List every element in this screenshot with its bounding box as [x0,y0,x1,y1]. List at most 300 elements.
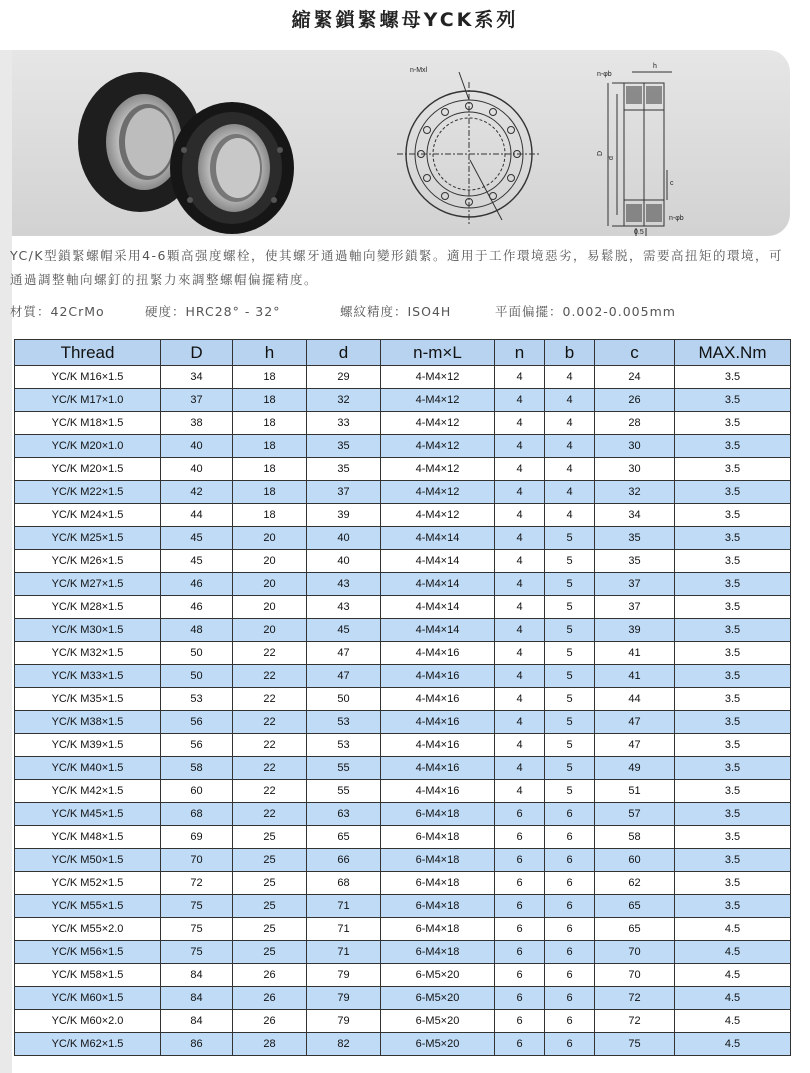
cell-nml: 4-M4×12 [381,435,495,458]
cell-thread: YC/K M32×1.5 [15,642,161,665]
cell-d: 71 [307,895,381,918]
cell-n: 6 [495,1010,545,1033]
cell-h: 25 [233,941,307,964]
cell-d: 68 [307,872,381,895]
table-row [15,573,791,596]
cell-max-nm: 3.5 [675,481,791,504]
cell-D: 38 [161,412,233,435]
cell-D: 34 [161,366,233,389]
front-view-drawing [397,72,541,226]
cell-nml: 4-M4×16 [381,780,495,803]
cell-max-nm: 3.5 [675,458,791,481]
side-gap-label: 0.5 [634,229,644,236]
cell-max-nm: 3.5 [675,596,791,619]
cell-c: 57 [595,803,675,826]
cell-max-nm: 4.5 [675,918,791,941]
cell-nml: 4-M4×12 [381,458,495,481]
cell-nml: 4-M4×12 [381,504,495,527]
cell-c: 44 [595,688,675,711]
cell-thread: YC/K M62×1.5 [15,1033,161,1056]
cell-n: 4 [495,527,545,550]
cell-d: 79 [307,1010,381,1033]
cell-h: 22 [233,665,307,688]
cell-h: 25 [233,849,307,872]
cell-b: 5 [545,688,595,711]
cell-h: 18 [233,504,307,527]
cell-b: 4 [545,366,595,389]
cell-h: 22 [233,780,307,803]
cell-max-nm: 3.5 [675,895,791,918]
cell-max-nm: 3.5 [675,389,791,412]
cell-c: 72 [595,987,675,1010]
cell-d: 35 [307,458,381,481]
cell-b: 5 [545,573,595,596]
cell-thread: YC/K M55×2.0 [15,918,161,941]
cell-max-nm: 3.5 [675,757,791,780]
cell-D: 46 [161,573,233,596]
cell-D: 56 [161,734,233,757]
cell-thread: YC/K M56×1.5 [15,941,161,964]
cell-d: 71 [307,918,381,941]
cell-thread: YC/K M58×1.5 [15,964,161,987]
cell-thread: YC/K M48×1.5 [15,826,161,849]
cell-n: 4 [495,412,545,435]
cell-d: 33 [307,412,381,435]
cell-thread: YC/K M28×1.5 [15,596,161,619]
cell-d: 65 [307,826,381,849]
cell-nml: 4-M4×14 [381,527,495,550]
cell-n: 4 [495,642,545,665]
cell-h: 18 [233,389,307,412]
cell-D: 84 [161,987,233,1010]
cell-thread: YC/K M40×1.5 [15,757,161,780]
cell-max-nm: 3.5 [675,803,791,826]
table-row [15,780,791,803]
cell-d: 71 [307,941,381,964]
cell-nml: 4-M4×16 [381,711,495,734]
cell-nml: 4-M4×16 [381,757,495,780]
cell-h: 20 [233,550,307,573]
header-thread: Thread [15,340,161,366]
cell-nml: 6-M4×18 [381,826,495,849]
cell-d: 63 [307,803,381,826]
cell-max-nm: 4.5 [675,987,791,1010]
spec-hardness: 硬度：HRC28° - 32° [145,304,281,319]
cell-max-nm: 4.5 [675,1010,791,1033]
cell-d: 47 [307,642,381,665]
cell-D: 84 [161,964,233,987]
cell-n: 4 [495,573,545,596]
cell-c: 41 [595,642,675,665]
cell-d: 79 [307,964,381,987]
cell-b: 6 [545,826,595,849]
header-h: h [233,340,307,366]
cell-h: 20 [233,619,307,642]
side-bottom-hole-label: n-φb [669,215,684,222]
cell-max-nm: 4.5 [675,941,791,964]
table-row [15,711,791,734]
table-row [15,481,791,504]
cell-d: 82 [307,1033,381,1056]
cell-h: 26 [233,987,307,1010]
cell-D: 69 [161,826,233,849]
cell-n: 6 [495,964,545,987]
cell-nml: 4-M4×16 [381,734,495,757]
cell-b: 6 [545,918,595,941]
cell-nml: 4-M4×16 [381,688,495,711]
cell-max-nm: 3.5 [675,550,791,573]
table-row [15,826,791,849]
cell-D: 70 [161,849,233,872]
product-description: YC/K型鎖緊螺帽采用4-6顆高强度螺栓，使其螺牙通過軸向變形鎖緊。適用于工作環境惡劣，易鬆脱，需要高扭矩的環境，可通過調整軸向螺釘的扭緊力來調整螺帽偏擺精度。 [10,248,784,287]
cell-thread: YC/K M45×1.5 [15,803,161,826]
cell-h: 22 [233,757,307,780]
cell-nml: 4-M4×12 [381,366,495,389]
table-row [15,757,791,780]
cell-thread: YC/K M20×1.0 [15,435,161,458]
cell-c: 30 [595,458,675,481]
cell-c: 70 [595,941,675,964]
cell-b: 5 [545,780,595,803]
cell-c: 35 [595,527,675,550]
cell-thread: YC/K M52×1.5 [15,872,161,895]
cell-n: 6 [495,987,545,1010]
table-row [15,412,791,435]
cell-D: 50 [161,665,233,688]
cell-thread: YC/K M25×1.5 [15,527,161,550]
cell-b: 5 [545,642,595,665]
cell-c: 47 [595,711,675,734]
cell-D: 75 [161,941,233,964]
cell-d: 39 [307,504,381,527]
spec-material: 材質：42CrMo [10,304,105,319]
table-header-row [15,340,791,366]
side-c-label: c [670,180,674,187]
product-illustration [12,50,790,236]
cell-D: 58 [161,757,233,780]
cell-c: 75 [595,1033,675,1056]
cell-h: 20 [233,573,307,596]
cell-b: 6 [545,941,595,964]
table-row [15,458,791,481]
cell-thread: YC/K M16×1.5 [15,366,161,389]
cell-b: 6 [545,1033,595,1056]
cell-b: 6 [545,1010,595,1033]
cell-h: 22 [233,711,307,734]
cell-h: 22 [233,688,307,711]
side-D-label: D [597,150,604,156]
header-nml: n-m×L [381,340,495,366]
cell-c: 41 [595,665,675,688]
cell-D: 42 [161,481,233,504]
cell-D: 84 [161,1010,233,1033]
cell-d: 50 [307,688,381,711]
cell-thread: YC/K M42×1.5 [15,780,161,803]
table-row [15,435,791,458]
cell-thread: YC/K M60×1.5 [15,987,161,1010]
cell-n: 4 [495,596,545,619]
cell-max-nm: 3.5 [675,412,791,435]
table-row [15,872,791,895]
cell-d: 35 [307,435,381,458]
cell-b: 6 [545,987,595,1010]
table-row [15,803,791,826]
cell-d: 40 [307,550,381,573]
header-c: c [595,340,675,366]
cell-n: 6 [495,849,545,872]
cell-c: 58 [595,826,675,849]
cell-d: 53 [307,734,381,757]
side-d-label: d [608,156,615,160]
cell-b: 5 [545,757,595,780]
cell-nml: 4-M4×14 [381,596,495,619]
cell-c: 34 [595,504,675,527]
cell-thread: YC/K M30×1.5 [15,619,161,642]
cell-n: 6 [495,803,545,826]
cell-max-nm: 3.5 [675,435,791,458]
cell-c: 39 [595,619,675,642]
cell-c: 28 [595,412,675,435]
cell-c: 24 [595,366,675,389]
cell-c: 26 [595,389,675,412]
table-row [15,619,791,642]
table-row [15,849,791,872]
cell-b: 5 [545,619,595,642]
cell-nml: 6-M4×18 [381,941,495,964]
product-banner [12,50,790,236]
cell-h: 22 [233,642,307,665]
cell-thread: YC/K M39×1.5 [15,734,161,757]
cell-nml: 6-M5×20 [381,1033,495,1056]
cell-nml: 4-M4×14 [381,550,495,573]
cell-nml: 4-M4×12 [381,481,495,504]
cell-c: 30 [595,435,675,458]
spec-thread-precision: 螺紋精度：ISO4H [340,304,452,319]
cell-nml: 6-M4×18 [381,872,495,895]
cell-max-nm: 4.5 [675,1033,791,1056]
cell-c: 72 [595,1010,675,1033]
cell-n: 6 [495,872,545,895]
cell-max-nm: 3.5 [675,573,791,596]
cell-n: 4 [495,734,545,757]
cell-nml: 6-M4×18 [381,918,495,941]
cell-h: 25 [233,826,307,849]
table-row [15,734,791,757]
cell-d: 40 [307,527,381,550]
table-row [15,688,791,711]
cell-D: 53 [161,688,233,711]
cell-c: 62 [595,872,675,895]
cell-max-nm: 3.5 [675,826,791,849]
cell-max-nm: 3.5 [675,366,791,389]
cell-nml: 4-M4×16 [381,642,495,665]
cell-D: 40 [161,458,233,481]
cell-d: 32 [307,389,381,412]
cell-max-nm: 3.5 [675,688,791,711]
cell-thread: YC/K M38×1.5 [15,711,161,734]
table-row [15,987,791,1010]
cell-c: 65 [595,918,675,941]
cell-max-nm: 3.5 [675,642,791,665]
table-row [15,642,791,665]
cell-thread: YC/K M33×1.5 [15,665,161,688]
cell-b: 5 [545,711,595,734]
table-row [15,1010,791,1033]
front-thread-label: n-Mxl [410,67,428,74]
cell-max-nm: 3.5 [675,619,791,642]
cell-n: 4 [495,481,545,504]
cell-d: 43 [307,573,381,596]
cell-D: 72 [161,872,233,895]
table-row [15,504,791,527]
cell-h: 20 [233,596,307,619]
cell-max-nm: 3.5 [675,711,791,734]
side-section-drawing [608,72,672,236]
table-row [15,964,791,987]
cell-b: 6 [545,849,595,872]
cell-max-nm: 3.5 [675,734,791,757]
cell-nml: 6-M5×20 [381,987,495,1010]
cell-c: 60 [595,849,675,872]
header-max-nm: MAX.Nm [675,340,791,366]
header-D: D [161,340,233,366]
cell-b: 4 [545,504,595,527]
cell-h: 26 [233,1010,307,1033]
cell-nml: 6-M5×20 [381,964,495,987]
cell-nml: 4-M4×14 [381,619,495,642]
cell-d: 53 [307,711,381,734]
cell-n: 6 [495,941,545,964]
cell-h: 18 [233,481,307,504]
cell-b: 6 [545,872,595,895]
cell-d: 45 [307,619,381,642]
cell-D: 37 [161,389,233,412]
cell-d: 55 [307,757,381,780]
cell-n: 4 [495,665,545,688]
cell-c: 49 [595,757,675,780]
cell-thread: YC/K M24×1.5 [15,504,161,527]
cell-nml: 4-M4×14 [381,573,495,596]
cell-b: 4 [545,458,595,481]
cell-c: 70 [595,964,675,987]
cell-h: 26 [233,964,307,987]
cell-c: 37 [595,573,675,596]
cell-max-nm: 3.5 [675,665,791,688]
cell-b: 5 [545,734,595,757]
cell-n: 4 [495,550,545,573]
cell-h: 18 [233,366,307,389]
cell-c: 51 [595,780,675,803]
cell-max-nm: 3.5 [675,872,791,895]
cell-h: 18 [233,412,307,435]
cell-b: 5 [545,550,595,573]
spec-flatness: 平面偏擺：0.002-0.005mm [495,304,676,319]
cell-d: 37 [307,481,381,504]
cell-n: 4 [495,504,545,527]
cell-D: 60 [161,780,233,803]
cell-h: 25 [233,918,307,941]
cell-n: 4 [495,688,545,711]
cell-n: 4 [495,757,545,780]
table-row [15,550,791,573]
cell-max-nm: 3.5 [675,504,791,527]
cell-D: 86 [161,1033,233,1056]
cell-h: 20 [233,527,307,550]
cell-h: 28 [233,1033,307,1056]
cell-n: 4 [495,389,545,412]
cell-d: 66 [307,849,381,872]
cell-max-nm: 3.5 [675,527,791,550]
cell-D: 40 [161,435,233,458]
cell-max-nm: 4.5 [675,964,791,987]
cell-thread: YC/K M20×1.5 [15,458,161,481]
cell-b: 4 [545,481,595,504]
cell-n: 6 [495,895,545,918]
cell-b: 6 [545,964,595,987]
cell-b: 6 [545,803,595,826]
cell-D: 50 [161,642,233,665]
cell-thread: YC/K M18×1.5 [15,412,161,435]
header-d: d [307,340,381,366]
cell-h: 25 [233,895,307,918]
cell-b: 5 [545,596,595,619]
cell-max-nm: 3.5 [675,780,791,803]
table-row [15,366,791,389]
cell-c: 47 [595,734,675,757]
cell-n: 4 [495,366,545,389]
cell-n: 6 [495,1033,545,1056]
cell-b: 4 [545,412,595,435]
cell-D: 68 [161,803,233,826]
table-row [15,527,791,550]
cell-h: 22 [233,803,307,826]
cell-D: 46 [161,596,233,619]
cell-d: 47 [307,665,381,688]
cell-thread: YC/K M60×2.0 [15,1010,161,1033]
table-row [15,941,791,964]
cell-nml: 4-M4×16 [381,665,495,688]
table-row [15,389,791,412]
cell-h: 22 [233,734,307,757]
cell-b: 5 [545,665,595,688]
header-b: b [545,340,595,366]
cell-D: 45 [161,550,233,573]
cell-D: 75 [161,895,233,918]
cell-D: 48 [161,619,233,642]
cell-c: 35 [595,550,675,573]
table-row [15,918,791,941]
cell-nml: 6-M4×18 [381,849,495,872]
header-n: n [495,340,545,366]
cell-d: 79 [307,987,381,1010]
cell-h: 18 [233,435,307,458]
table-row [15,895,791,918]
cell-n: 4 [495,435,545,458]
cell-h: 18 [233,458,307,481]
cell-thread: YC/K M26×1.5 [15,550,161,573]
cell-c: 65 [595,895,675,918]
table-row [15,665,791,688]
cell-D: 44 [161,504,233,527]
cell-d: 29 [307,366,381,389]
cell-nml: 6-M5×20 [381,1010,495,1033]
cell-thread: YC/K M22×1.5 [15,481,161,504]
cell-D: 56 [161,711,233,734]
side-h-label: h [653,63,657,70]
cell-d: 43 [307,596,381,619]
cell-n: 4 [495,711,545,734]
table-row [15,596,791,619]
